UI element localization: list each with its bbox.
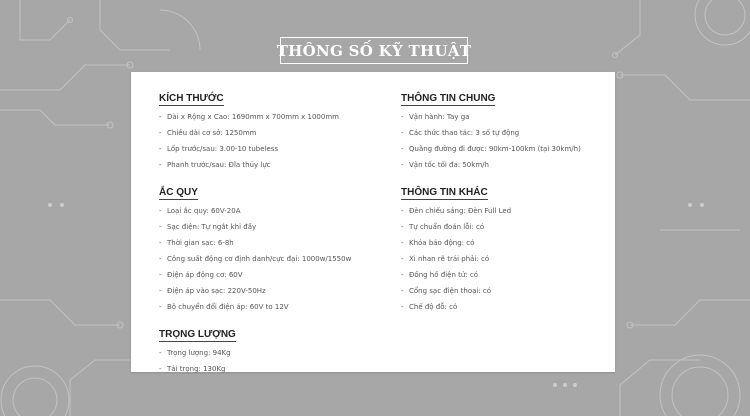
spec-text: Đồng hồ điện tử: có [409, 271, 479, 279]
spec-text: Chiều dài cơ sở: 1250mm [167, 129, 257, 137]
bullet-dash: - [159, 365, 162, 373]
bullet-dash: - [401, 113, 404, 121]
bullet-dash: - [159, 113, 162, 121]
bullet-dash: - [401, 223, 404, 231]
spec-text: Điện áp động cơ: 60V [167, 271, 243, 279]
spec-text: Công suất động cơ định danh/cực đại: 1000w/1550w [167, 255, 352, 263]
spec-item [159, 239, 379, 247]
bullet-dash: - [401, 287, 404, 295]
bullet-dash: - [159, 271, 162, 279]
left-column [159, 86, 379, 384]
spec-item [401, 145, 606, 153]
spec-text: Xi nhan rẽ trái phải: có [409, 255, 490, 263]
spec-text: Quãng đường đi được: 90km-100km (tại 30km/h) [409, 145, 581, 153]
section-trong-luong [159, 322, 379, 373]
spec-item [159, 303, 379, 311]
spec-item [159, 129, 379, 137]
bullet-dash: - [159, 207, 162, 215]
spec-item [159, 271, 379, 279]
spec-item [401, 129, 606, 137]
spec-text: Tự chuẩn đoán lỗi: có [409, 223, 485, 231]
spec-text: Loại ắc quy: 60V-20A [167, 207, 241, 215]
bullet-dash: - [159, 145, 162, 153]
section-kich-thuoc [159, 86, 379, 169]
section-thong-tin-chung [401, 86, 606, 169]
bullet-dash: - [401, 255, 404, 263]
spec-item [401, 207, 606, 215]
spec-text: Chế độ đỗ: có [409, 303, 458, 311]
spec-item [159, 365, 379, 373]
spec-text: Bộ chuyển đổi điện áp: 60V to 12V [167, 303, 289, 311]
spec-text: Vận tốc tối đa: 50km/h [409, 161, 489, 169]
bullet-dash: - [159, 239, 162, 247]
section-ac-quy [159, 180, 379, 311]
bullet-dash: - [159, 255, 162, 263]
spec-text: Dài x Rộng x Cao: 1690mm x 700mm x 1000mm [167, 113, 339, 121]
bullet-dash: - [401, 145, 404, 153]
bullet-dash: - [159, 303, 162, 311]
bullet-dash: - [401, 271, 404, 279]
spec-item [401, 303, 606, 311]
spec-item [401, 161, 606, 169]
spec-item [401, 287, 606, 295]
bullet-dash: - [159, 223, 162, 231]
bullet-dash: - [159, 287, 162, 295]
bullet-dash: - [159, 349, 162, 357]
spec-item [159, 145, 379, 153]
section-title: THÔNG TIN KHÁC [401, 187, 488, 198]
spec-text: Khóa báo động: có [409, 239, 475, 247]
spec-item [159, 223, 379, 231]
spec-item [401, 223, 606, 231]
spec-item [159, 113, 379, 121]
spec-text: Điện áp vào sạc: 220V-50Hz [167, 287, 266, 295]
spec-text: Cổng sạc điện thoại: có [409, 287, 492, 295]
section-title: TRỌNG LƯỢNG [159, 329, 236, 340]
spec-text: Đèn chiếu sáng: Đèn Full Led [409, 207, 512, 215]
spec-item [159, 255, 379, 263]
bullet-dash: - [401, 161, 404, 169]
spec-text: Sạc điện: Tự ngắt khi đầy [167, 223, 257, 231]
section-title: ẮC QUY [159, 187, 198, 198]
spec-text: Thời gian sạc: 6-8h [167, 239, 234, 247]
spec-text: Tải trọng: 130Kg [167, 365, 226, 373]
bullet-dash: - [401, 303, 404, 311]
spec-item [401, 239, 606, 247]
right-column [401, 86, 606, 322]
spec-item [159, 207, 379, 215]
bullet-dash: - [159, 161, 162, 169]
spec-item [401, 271, 606, 279]
spec-item [159, 287, 379, 295]
spec-text: Lốp trước/sau: 3.00-10 tubeless [167, 145, 279, 153]
spec-item [159, 349, 379, 357]
spec-text: Các thức thao tác: 3 số tự động [409, 129, 520, 137]
spec-text: Phanh trước/sau: Đĩa thủy lực [167, 161, 271, 169]
section-thong-tin-khac [401, 180, 606, 311]
section-title: THÔNG TIN CHUNG [401, 93, 496, 104]
bullet-dash: - [401, 207, 404, 215]
spec-item [401, 113, 606, 121]
spec-item [401, 255, 606, 263]
spec-text: Trọng lượng: 94Kg [167, 349, 231, 357]
bullet-dash: - [159, 129, 162, 137]
page-title: THÔNG SỐ KỸ THUẬT [280, 37, 468, 64]
spec-text: Vận hành: Tay ga [409, 113, 470, 121]
bullet-dash: - [401, 129, 404, 137]
section-title: KÍCH THƯỚC [159, 93, 224, 104]
spec-card [131, 72, 615, 372]
bullet-dash: - [401, 239, 404, 247]
spec-item [159, 161, 379, 169]
